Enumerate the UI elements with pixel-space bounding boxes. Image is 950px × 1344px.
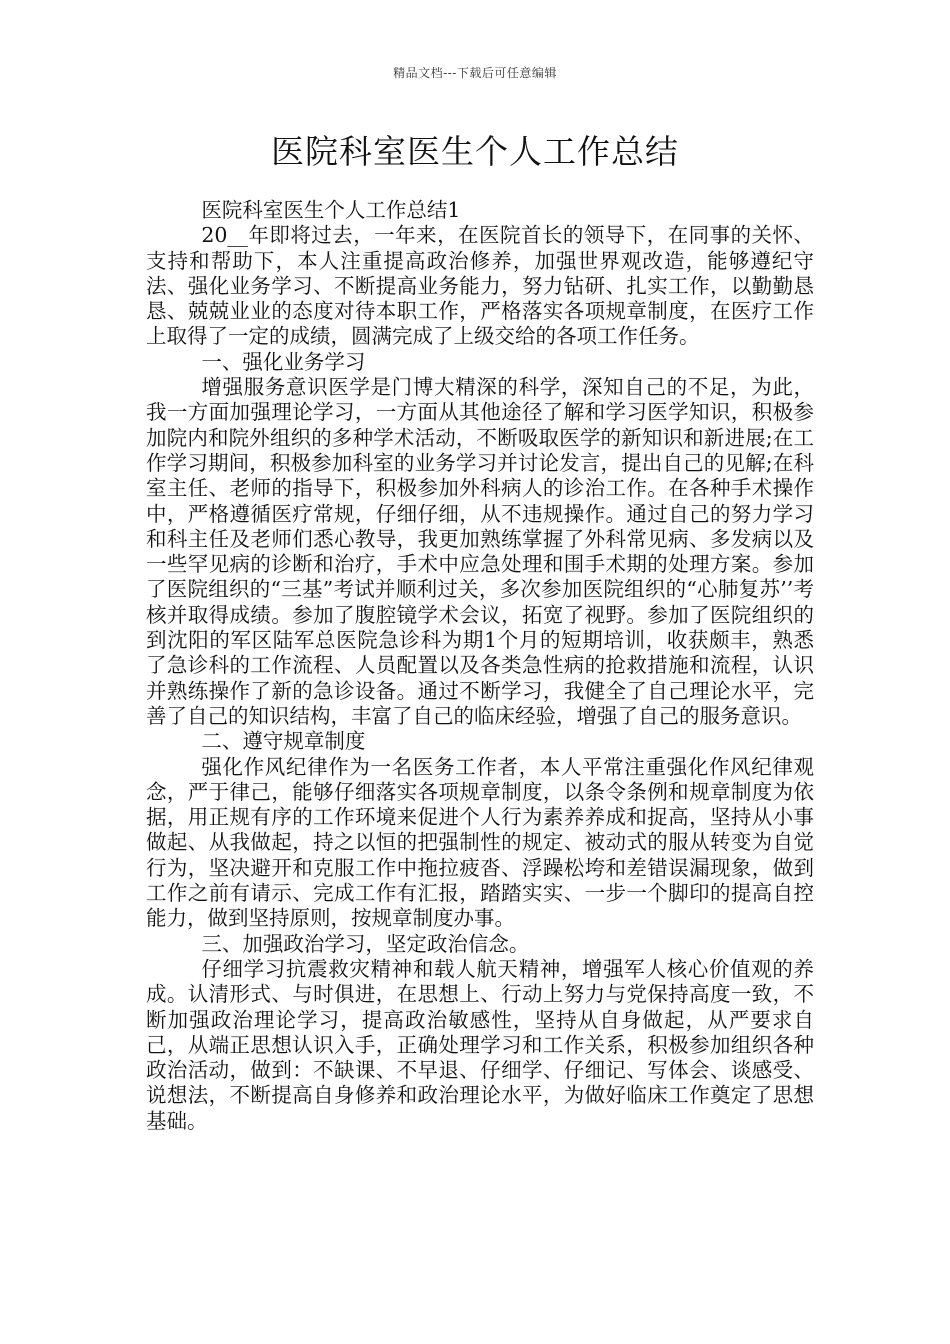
intro-paragraph: 20__年即将过去，一年来，在医院首长的领导下，在同事的关怀、支持和帮助下，本人注重提高政治修养，加强世界观改造，能够遵纪守法、强化业务学习、不断提高业务能力，努力钻研、扎实工作，以勤勤恳恳、兢兢业业的态度对待本职工作，严格落实各项规章制度，在医疗工作上取得了一定的成绩，圆满完成了上级交给的各项工作任务。: [146, 223, 814, 349]
subtitle-paragraph: 医院科室医生个人工作总结1: [201, 198, 461, 222]
section-heading-3: 三、加强政治学习，坚定政治信念。: [201, 931, 530, 956]
header-note: 精品文档---下载后可任意编辑: [393, 66, 557, 80]
section-paragraph-1: 增强服务意识医学是门博大精深的科学，深知自己的不足，为此，我一方面加强理论学习，一方面从其他途径了解和学习医学知识，积极参加院内和院外组织的多种学术活动，不断吸取医学的新知识和新进展;在工作学习期间，积极参加科室的业务学习并讨论发言，提出自己的见解;在科室主任、老师的指导下，积极参加外科病人的诊治工作。在各种手术操作中，严格遵循医疗常规，仔细仔细，从不违规操作。通过自己的努力学习和科主任及老师们悉心教导，我更加熟练掌握了外科常见病、多发病以及一些罕见病的诊断和治疗，手术中应急处理和围手术期的处理方案。参加了医院组织的“三基”考试并顺利过关，多次参加医院组织的“心肺复苏’’考核并取得成绩。参加了腹腔镜学术会议，拓宽了视野。参加了医院组织的到沈阳的军区陆军总医院急诊科为期1个月的短期培训，收获颇丰，熟悉了急诊科的工作流程、人员配置以及各类急性病的抢救措施和流程，认识并熟练操作了新的急诊设备。通过不断学习，我健全了自己理论水平，完善了自己的知识结构，丰富了自己的临床经验，增强了自己的服务意识。: [146, 375, 814, 728]
document-body: [146, 198, 814, 1134]
section-paragraph-3: 仔细学习抗震救灾精神和载人航天精神，增强军人核心价值观的养成。认清形式、与时俱进，在思想上、行动上努力与党保持高度一致，不断加强政治理论学习，提高政治敏感性，坚持从自身做起，从严要求自己，从端正思想认识入手，正确处理学习和工作关系，积极参加组织各种政治活动，做到：不缺课、不早退、仔细学、仔细记、写体会、谈感受、说想法，不断提高自身修养和政治理论水平，为做好临床工作奠定了思想基础。: [146, 956, 814, 1133]
section-heading-1: 一、强化业务学习: [201, 349, 366, 374]
section-paragraph-2: 强化作风纪律作为一名医务工作者，本人平常注重强化作风纪律观念，严于律己，能够仔细落实各项规章制度，以条令条例和规章制度为依据，用正规有序的工作环境来促进个人行为素养养成和捉高，坚持从小事做起、从我做起，持之以恒的把强制性的规定、被动式的服从转变为自觉行为，坚决避开和克服工作中拖拉疲沓、浮躁松垮和差错误漏现象，做到工作之前有请示、完成工作有汇报，踏踏实实、一步一个脚印的提高自控能力，做到坚持原则，按规章制度办事。: [146, 754, 814, 931]
document-title: 医院科室医生个人工作总结: [271, 132, 679, 171]
section-heading-2: 二、遵守规章制度: [201, 729, 366, 754]
